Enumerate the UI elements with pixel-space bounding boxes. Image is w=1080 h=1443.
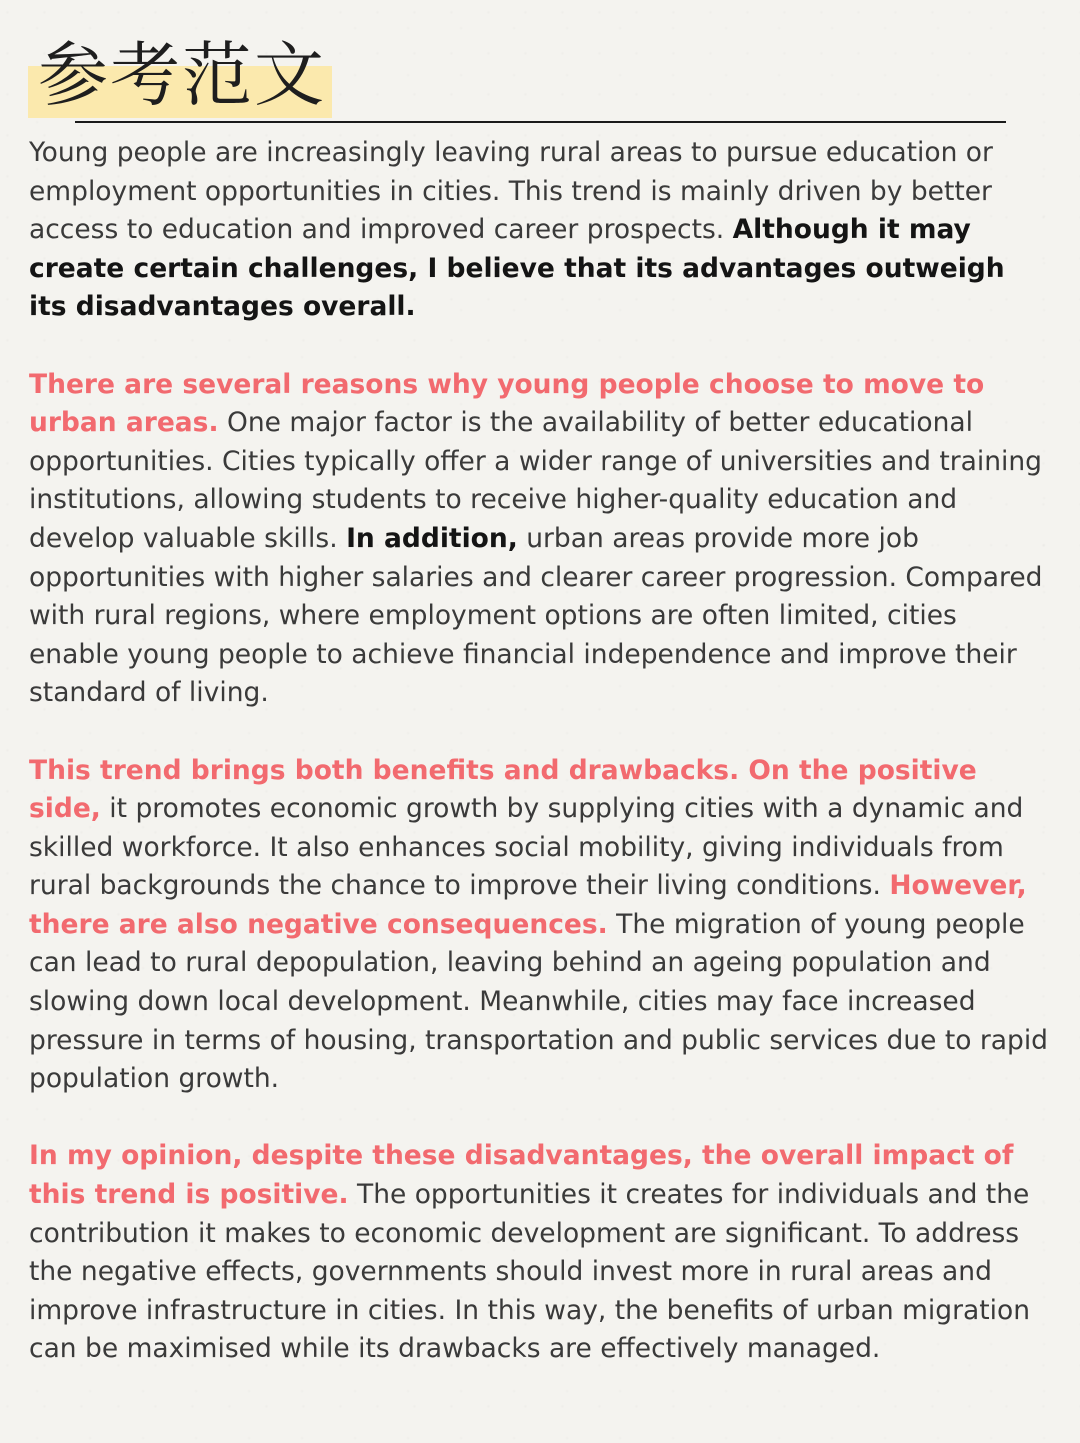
effects-text-2: The migration of young people can lead to rural depopulation, leaving behind an ageing population and slowing down local development. Meanwhile, cities may face increased pressure in terms of housing, transportation and public services due to rapid population growth. bbox=[29, 908, 1049, 1095]
essay-body bbox=[29, 134, 1049, 1369]
transition-in-addition: In addition, bbox=[346, 522, 518, 554]
reasons-text-2: urban areas provide more job opportunities with higher salaries and clearer career progression. Compared with rural regions, where employment options are often limited, cities enable young people to achieve financial independence and improve their standard of living. bbox=[29, 522, 1043, 709]
negative-consequences-sentence: However, there are also negative consequences. bbox=[29, 870, 1027, 940]
intro-text: Young people are increasingly leaving rural areas to pursue education or employment opportunities in cities. This trend is mainly driven by better access to education and improved career prospects. bbox=[29, 137, 993, 246]
conclusion-topic-sentence: In my opinion, despite these disadvantages, the overall impact of this trend is positive. bbox=[29, 1140, 1014, 1211]
thesis-statement: Although it may create certain challenges, I believe that its advantages outweigh its disadvantages overall. bbox=[29, 214, 1005, 323]
reasons-text-1: One major factor is the availability of better educational opportunities. Cities typically offer a wider range of universities and training institutions, allowing students to receive higher-quality education and develop valuable skills. bbox=[29, 407, 1042, 554]
title-divider bbox=[75, 121, 1006, 123]
effects-topic-sentence: This trend brings both benefits and drawbacks. On the positive side, bbox=[29, 754, 977, 825]
paragraph-introduction bbox=[29, 134, 1049, 327]
paragraph-reasons bbox=[29, 366, 1049, 713]
conclusion-text: The opportunities it creates for individuals and the contribution it makes to economic development are significant. To address the negative effects, governments should invest more in rural areas and improve infrastructure in cities. In this way, the benefits of urban migration can be maximised while its drawbacks are effectively managed. bbox=[29, 1179, 1030, 1365]
title-block bbox=[28, 32, 326, 122]
paragraph-conclusion bbox=[29, 1137, 1049, 1369]
reasons-topic-sentence: There are several reasons why young people choose to move to urban areas. bbox=[29, 368, 985, 439]
effects-text-1: it promotes economic growth by supplying cities with a dynamic and skilled workforce. It also enhances social mobility, giving individuals from rural backgrounds the chance to improve their living conditions. bbox=[29, 793, 1024, 902]
page-title: 参考范文 bbox=[38, 34, 326, 116]
paragraph-effects bbox=[29, 752, 1049, 1099]
